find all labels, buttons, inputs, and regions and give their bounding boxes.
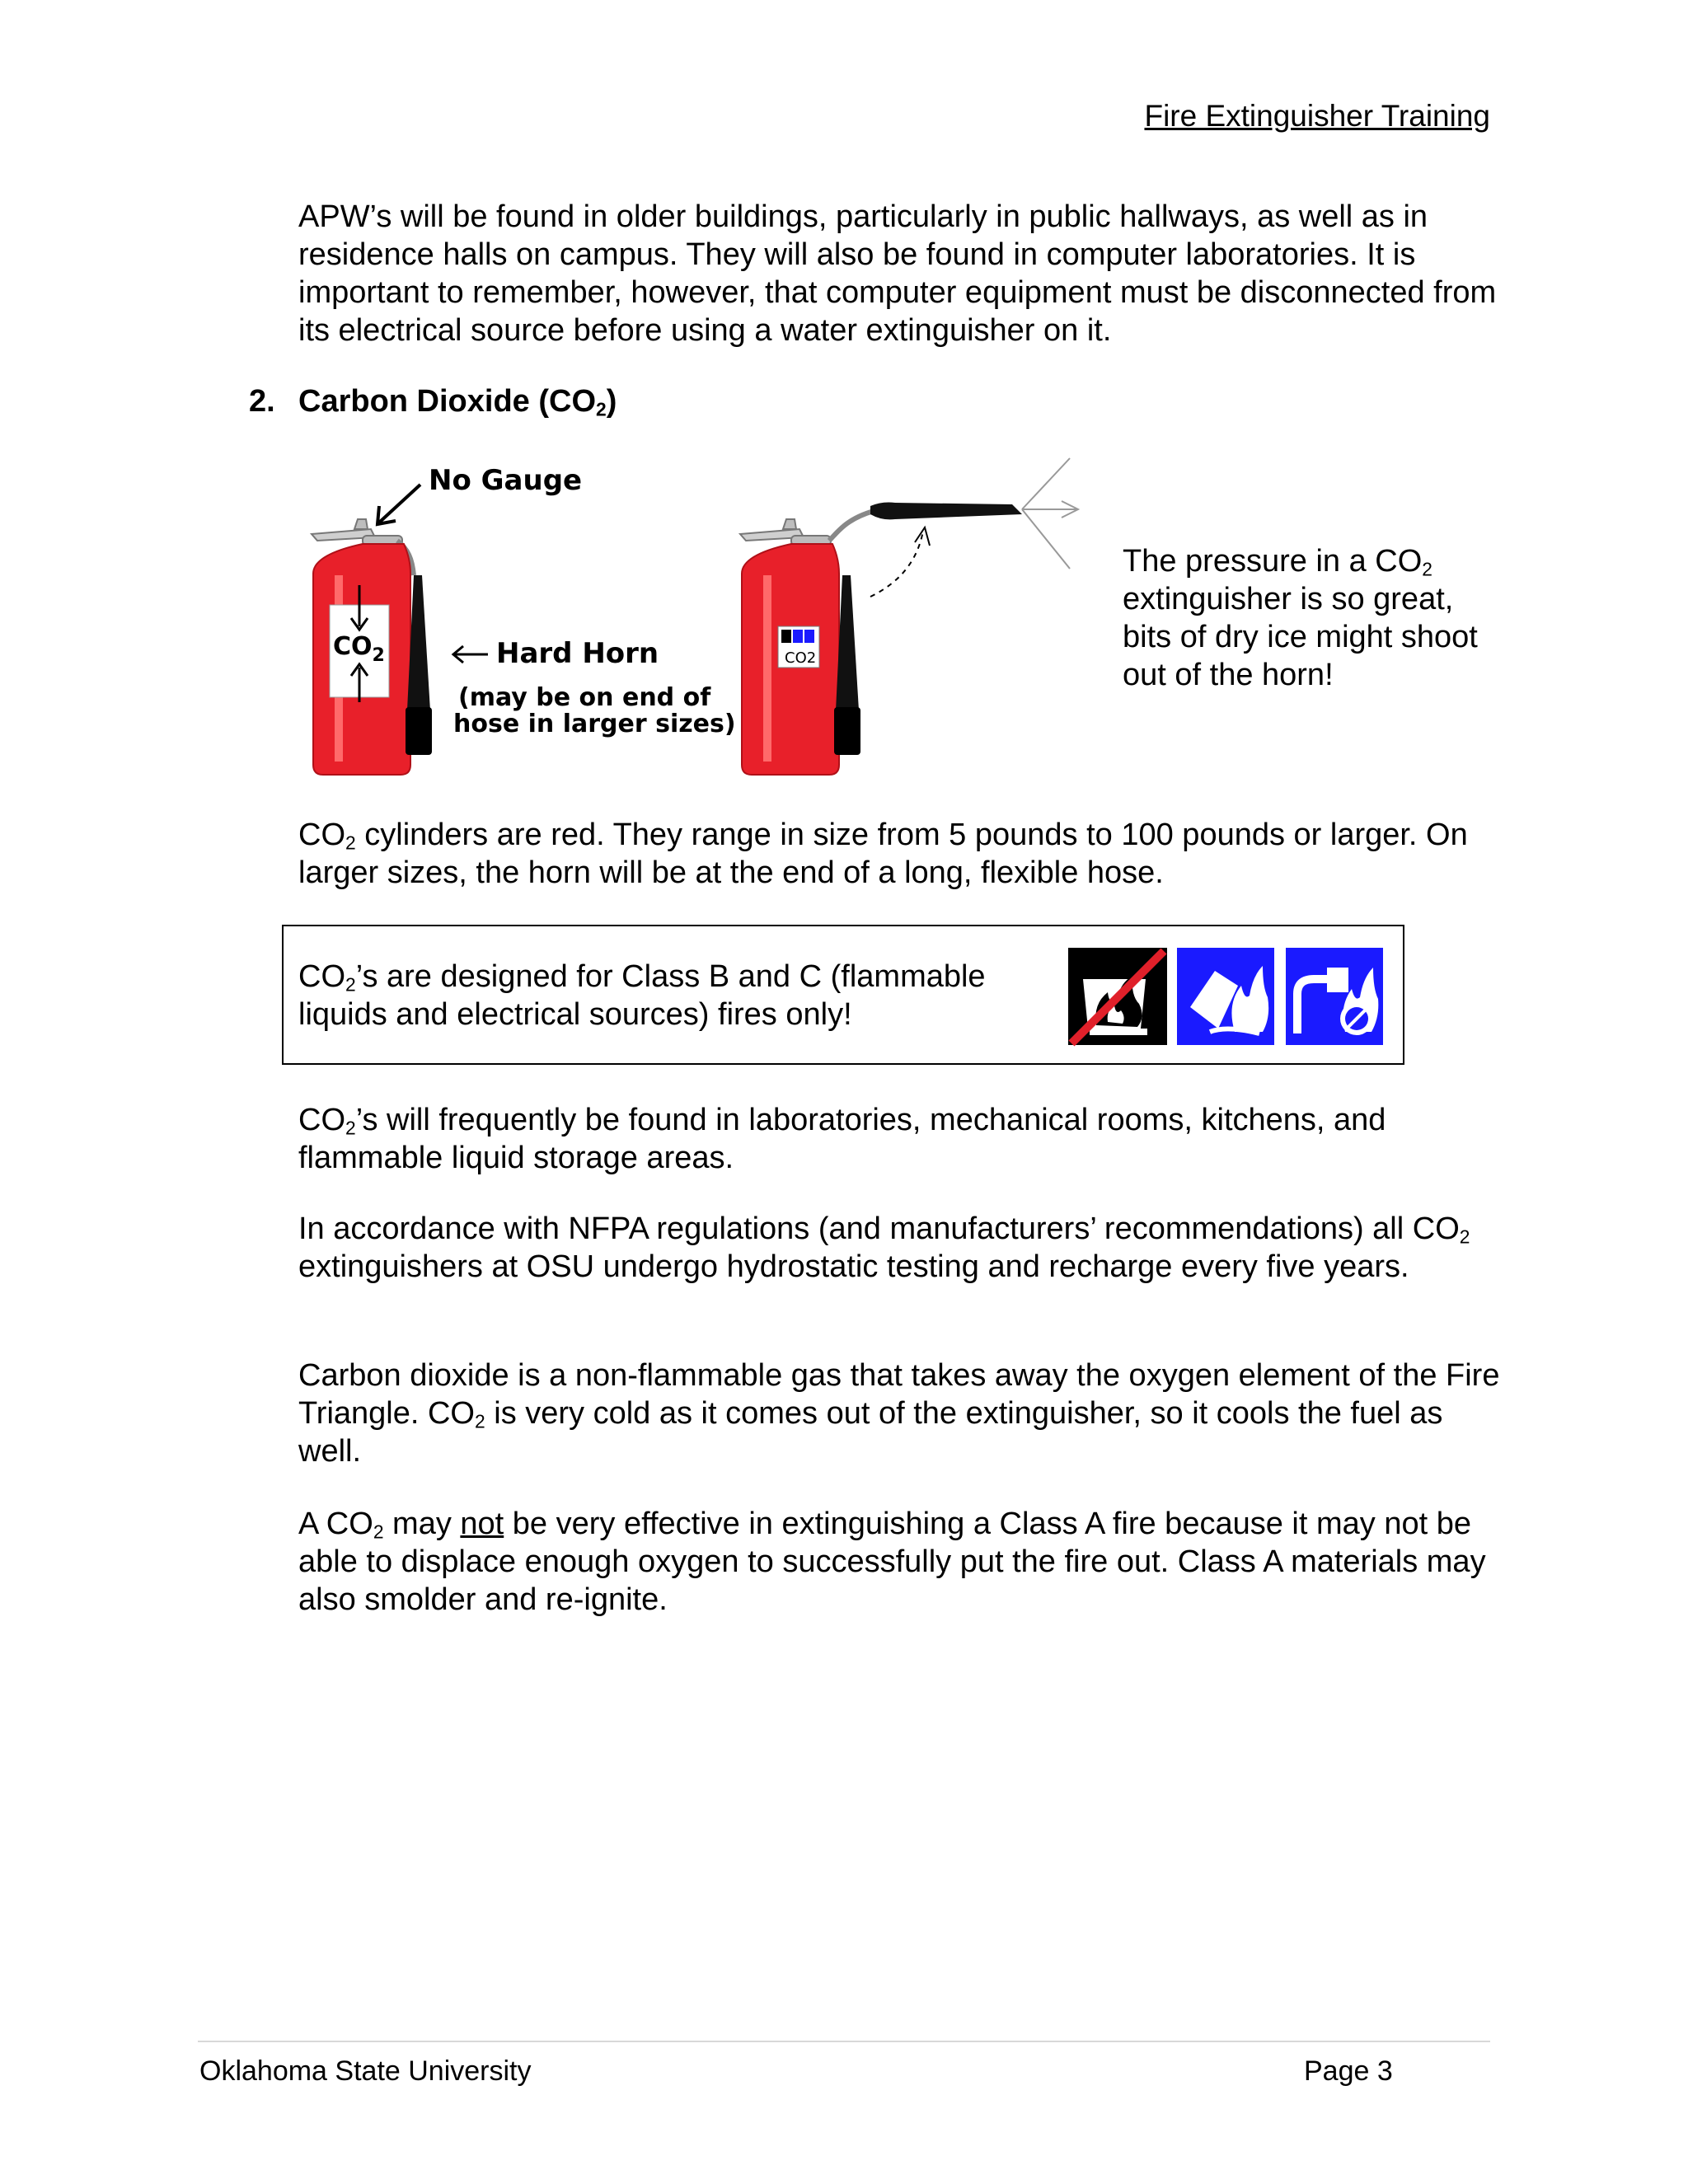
- extinguisher-right: [740, 458, 1078, 775]
- section-heading-co2: [249, 384, 617, 419]
- no-gauge-label: No Gauge: [429, 464, 583, 497]
- running-header: Fire Extinguisher Training: [1144, 99, 1490, 133]
- paragraph-co2-locations: $CO_2’s$ will frequently be found in laboratories, mechanical rooms, kitchens, and flammable liquid storage areas.: [298, 1103, 1386, 1175]
- paragraph-cylinder-sizes: $CO_2$ cylinders are red. They range in size from 5 pounds to 100 pounds or larger. On larger sizes, the horn will be at the end of a long, flexible hose.: [298, 818, 1468, 890]
- hard-horn-label: Hard Horn: [496, 637, 659, 670]
- emphasis-not: not: [460, 1507, 504, 1541]
- dry-ice-note: The pressure in a $CO_2$ extinguisher is so great, bits of dry ice might shoot out of the horn!: [1123, 544, 1478, 692]
- class-a-prohibited-icon: [1068, 948, 1167, 1045]
- paragraph-class-a-caution: A $CO_2$ may not be very effective in extinguishing a Class A fire because it may not be able to displace enough oxygen to successfully put the fire out. Class A materials may also smolder and re-ignite.: [298, 1507, 1486, 1617]
- class-b-flammable-liquids-icon: [1177, 948, 1274, 1045]
- section-number: 2.: [249, 384, 275, 419]
- class-usage-text: $CO_2’s$ are designed for Class B and C (flammable liquids and electrical sources) fires only!: [298, 959, 986, 1032]
- small-cylinder-label: CO2: [785, 649, 817, 667]
- co2-extinguisher-figure: [305, 452, 1088, 781]
- hose-note-line2: hose in larger sizes): [453, 710, 736, 738]
- section-title: Carbon Dioxide (CO: [298, 384, 597, 419]
- paragraph-nfpa-testing: In accordance with NFPA regulations (and manufacturers’ recommendations) all $CO_2$ extinguishers at OSU undergo hydrostatic testing and recharge every five years.: [298, 1212, 1470, 1284]
- cylinder-label: $CO_2$: [333, 632, 385, 666]
- hose-note-line1: (may be on end of: [458, 683, 711, 712]
- extinguisher-left: [312, 519, 432, 775]
- paragraph-fire-triangle: Carbon dioxide is a non-flammable gas that takes away the oxygen element of the Fire Triangle. $CO_2$ is very cold as it comes out of the extinguisher, so it cools the fuel as well.: [298, 1358, 1500, 1469]
- footer-institution: Oklahoma State University: [199, 2055, 532, 2087]
- fire-class-icons: [1067, 946, 1388, 1048]
- section-title-subscript: 2: [596, 398, 607, 420]
- section-title-close: ): [606, 384, 617, 419]
- paragraph-apw-locations: APW’s will be found in older buildings, particularly in public hallways, as well as in residence halls on campus. They will also be found in computer laboratories. It is important to remember, however, that computer equipment must be disconnected from its electrical source before using a water extinguisher on it.: [298, 199, 1497, 348]
- footer-divider: [198, 2041, 1490, 2042]
- class-c-electrical-icon: [1286, 948, 1383, 1045]
- footer-page-number: Page 3: [1304, 2055, 1393, 2087]
